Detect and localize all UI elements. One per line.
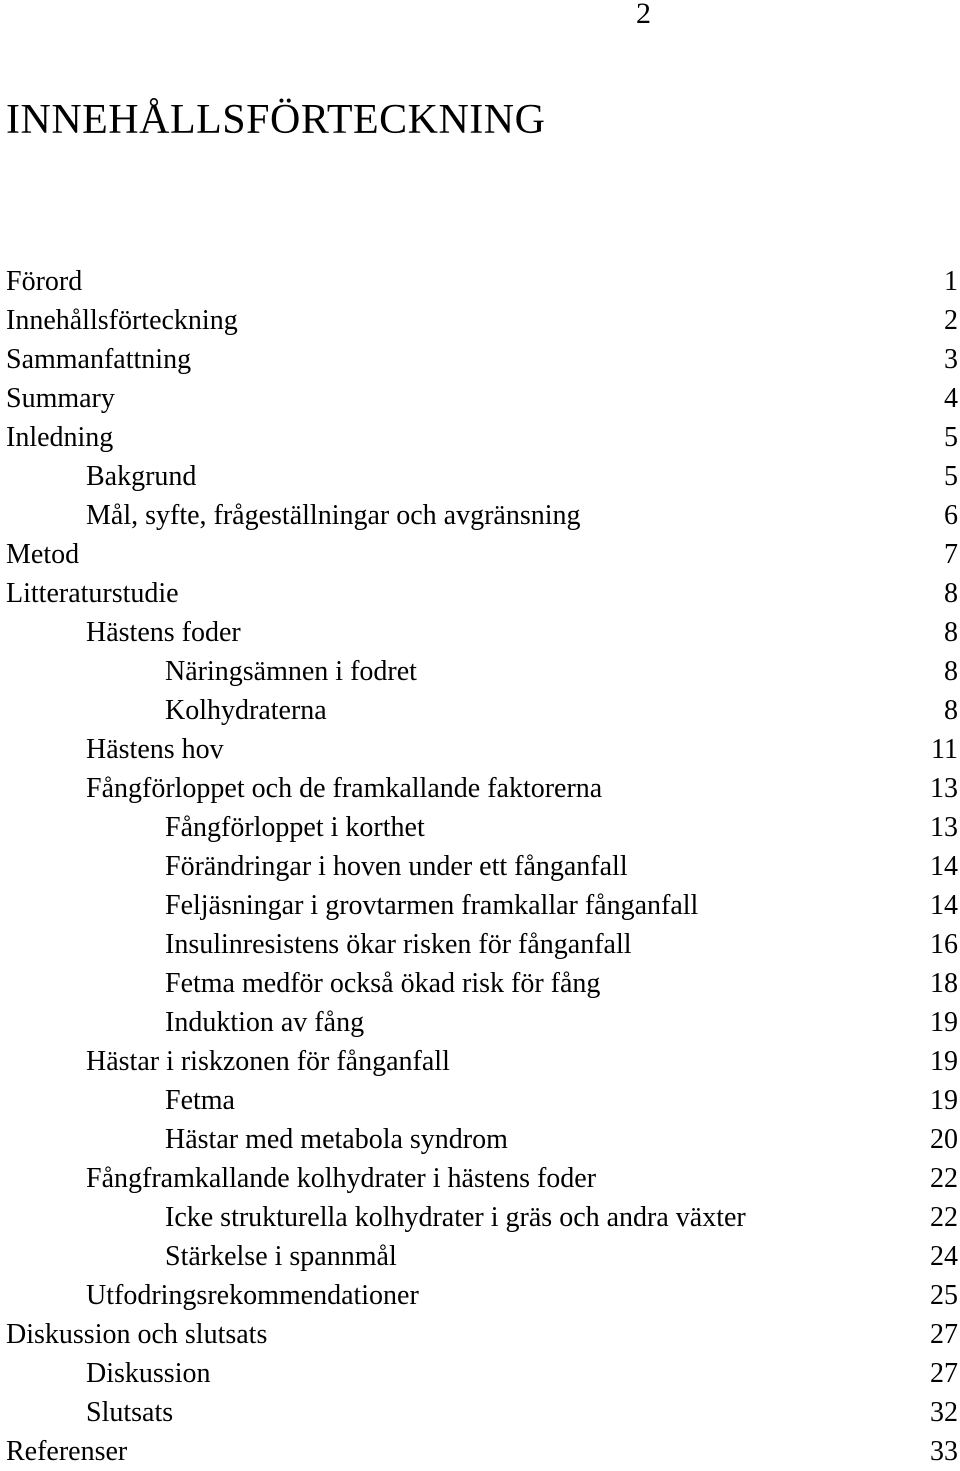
toc-entry-title: Utfodringsrekommendationer (86, 1280, 419, 1311)
toc-entry (0, 769, 960, 808)
toc-entry-page-number: 14 (930, 890, 958, 921)
toc-entry-title: Fetma medför också ökad risk för fång (165, 968, 601, 999)
toc-entry (0, 1432, 960, 1471)
toc-entry-page-number: 8 (944, 617, 958, 648)
toc-entry-title: Förord (6, 266, 83, 297)
toc-entry-page-number: 24 (930, 1241, 958, 1272)
toc-entry-page-number: 13 (930, 773, 958, 804)
toc-entry (0, 1120, 960, 1159)
toc-entry (0, 964, 960, 1003)
toc-entry-page-number: 5 (944, 461, 958, 492)
toc-entry-title: Summary (6, 383, 115, 414)
toc-entry-page-number: 6 (944, 500, 958, 531)
toc-entry-title: Innehållsförteckning (6, 305, 238, 336)
toc-entry-page-number: 5 (944, 422, 958, 453)
toc-entry (0, 535, 960, 574)
toc-entry (0, 1237, 960, 1276)
toc-entry-page-number: 8 (944, 695, 958, 726)
toc-entry-title: Slutsats (86, 1397, 174, 1428)
toc-entry-page-number: 16 (930, 929, 958, 960)
toc-entry (0, 1198, 960, 1237)
toc-entry-page-number: 3 (944, 344, 958, 375)
toc-entry-title: Kolhydraterna (165, 695, 327, 726)
toc-entry (0, 691, 960, 730)
toc-entry-page-number: 22 (930, 1163, 958, 1194)
toc-entry-title: Litteraturstudie (6, 578, 179, 609)
toc-entry (0, 340, 960, 379)
toc-entry-title: Hästar i riskzonen för fånganfall (86, 1046, 450, 1077)
toc-entry-page-number: 14 (930, 851, 958, 882)
toc-entry-page-number: 4 (944, 383, 958, 414)
toc-entry (0, 847, 960, 886)
toc-entry-page-number: 7 (944, 539, 958, 570)
toc-entry-title: Hästens foder (86, 617, 241, 648)
toc-entry-page-number: 11 (931, 734, 958, 765)
toc-entry (0, 1081, 960, 1120)
toc-entry-page-number: 18 (930, 968, 958, 999)
toc-entry-title: Näringsämnen i fodret (165, 656, 417, 687)
toc-entry-title: Referenser (6, 1436, 128, 1467)
toc-entry (0, 925, 960, 964)
toc-entry-title: Inledning (6, 422, 114, 453)
toc-entry (0, 1042, 960, 1081)
toc-entry-page-number: 1 (944, 266, 958, 297)
toc-entry (0, 1315, 960, 1354)
toc-entry (0, 1354, 960, 1393)
toc-entry-title: Fetma (165, 1085, 235, 1116)
toc-entry-page-number: 32 (930, 1397, 958, 1428)
toc-entry-title: Feljäsningar i grovtarmen framkallar fånganfall (165, 890, 699, 921)
toc-entry (0, 1393, 960, 1432)
toc-entry-page-number: 13 (930, 812, 958, 843)
toc-entry-page-number: 27 (930, 1319, 958, 1350)
toc-entry (0, 1159, 960, 1198)
toc-entry-title: Hästens hov (86, 734, 224, 765)
toc-entry-title: Stärkelse i spannmål (165, 1241, 397, 1272)
toc-entry (0, 457, 960, 496)
toc-entry-title: Metod (6, 539, 80, 570)
toc-entry-page-number: 19 (930, 1007, 958, 1038)
toc-entry (0, 808, 960, 847)
toc-entry-title: Insulinresistens ökar risken för fånganfall (165, 929, 632, 960)
toc-entry-title: Fångförloppet i korthet (165, 812, 425, 843)
toc-entry-page-number: 19 (930, 1085, 958, 1116)
toc-entry (0, 1003, 960, 1042)
toc-entry-title: Förändringar i hoven under ett fånganfall (165, 851, 628, 882)
toc-entry (0, 379, 960, 418)
toc-entry-page-number: 19 (930, 1046, 958, 1077)
toc-entry (0, 574, 960, 613)
toc-entry (0, 418, 960, 457)
toc-entry (0, 1276, 960, 1315)
toc-entry-page-number: 27 (930, 1358, 958, 1389)
toc-entry-title: Fångframkallande kolhydrater i hästens foder (86, 1163, 597, 1194)
toc-entry (0, 613, 960, 652)
toc-entry-title: Mål, syfte, frågeställningar och avgränsning (86, 500, 581, 531)
toc-entry (0, 730, 960, 769)
toc-entry-title: Diskussion och slutsats (6, 1319, 268, 1350)
toc-entry (0, 652, 960, 691)
toc-entry-title: Diskussion (86, 1358, 211, 1389)
toc-entry-title: Icke strukturella kolhydrater i gräs och andra växter (165, 1202, 746, 1233)
toc-entry-page-number: 2 (944, 305, 958, 336)
toc-entry (0, 886, 960, 925)
toc-entry-title: Fångförloppet och de framkallande faktorerna (86, 773, 603, 804)
toc-entry (0, 496, 960, 535)
toc-entry-page-number: 22 (930, 1202, 958, 1233)
toc-entry-title: Hästar med metabola syndrom (165, 1124, 508, 1155)
page-number: 2 (636, 0, 651, 30)
toc-entry-page-number: 8 (944, 578, 958, 609)
toc-entry (0, 301, 960, 340)
page-title: INNEHÅLLSFÖRTECKNING (6, 97, 546, 143)
toc-entry (0, 262, 960, 301)
toc-entry-page-number: 8 (944, 656, 958, 687)
toc-entry-page-number: 33 (930, 1436, 958, 1467)
table-of-contents (0, 262, 960, 1471)
toc-entry-page-number: 25 (930, 1280, 958, 1311)
toc-entry-page-number: 20 (930, 1124, 958, 1155)
toc-entry-title: Bakgrund (86, 461, 197, 492)
toc-entry-title: Sammanfattning (6, 344, 192, 375)
toc-entry-title: Induktion av fång (165, 1007, 365, 1038)
